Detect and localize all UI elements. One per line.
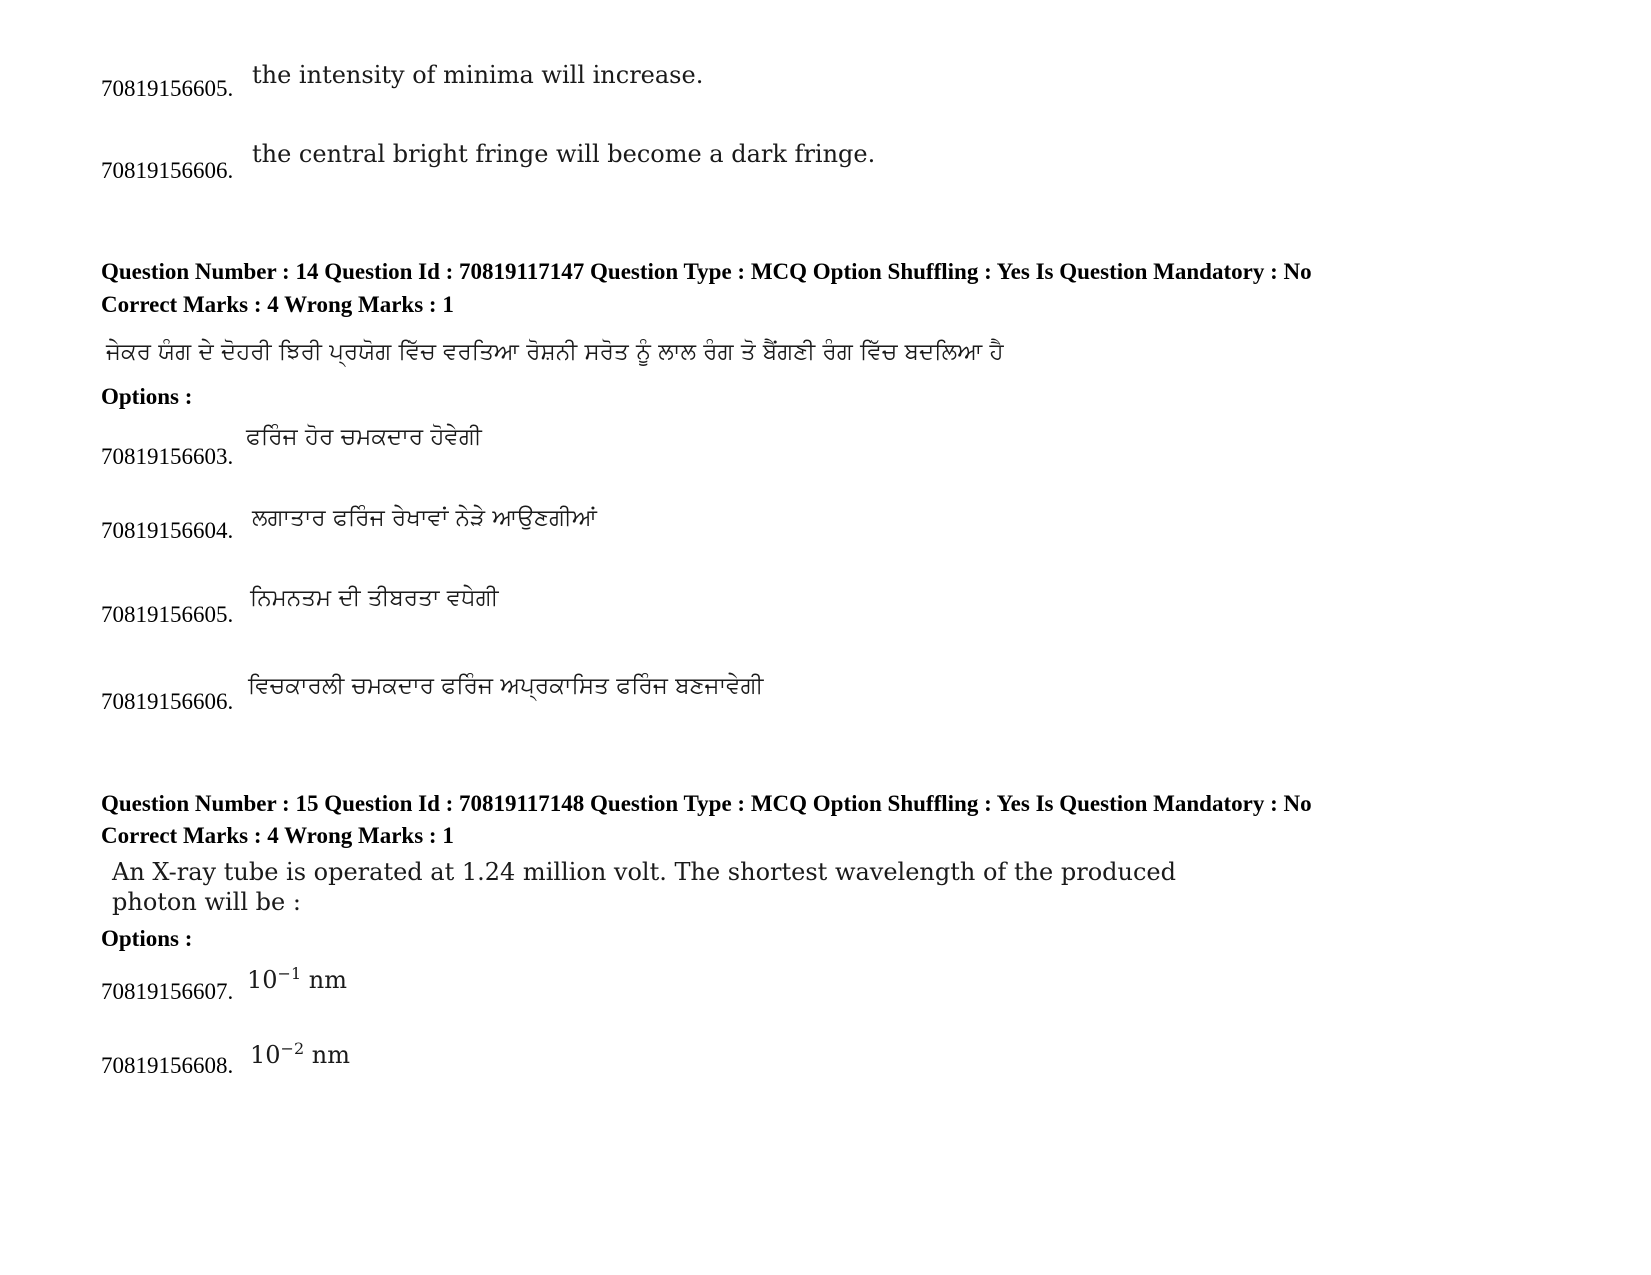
option-exponent: −1 — [277, 964, 302, 983]
question-text-line-1: An X-ray tube is operated at 1.24 million volt. The shortest wavelength of the produced — [112, 858, 1176, 886]
option-exponent: −2 — [280, 1039, 305, 1058]
option-id: 70819156607. — [101, 979, 234, 1004]
option-id: 70819156606. — [101, 158, 234, 183]
question-header: Question Number : 14 Question Id : 70819117147 Question Type : MCQ Option Shuffling : Yes Is Question Mandatory : No — [101, 259, 1312, 284]
option-text: ਲਗਾਤਾਰ ਫਰਿੰਜ ਰੇਖਾਵਾਂ ਨੇੜੇ ਆਉਣਗੀਆਂ — [252, 505, 598, 531]
option-text: ਫਰਿੰਜ ਹੋਰ ਚਮਕਦਾਰ ਹੋਵੇਗੀ — [246, 424, 482, 450]
option-text: the intensity of minima will increase. — [252, 61, 704, 89]
option-id: 70819156605. — [101, 76, 234, 101]
option-id: 70819156605. — [101, 602, 234, 627]
option-unit: nm — [311, 1041, 350, 1069]
option-base: 10 — [247, 966, 278, 994]
option-text: the central bright fringe will become a dark fringe. — [252, 140, 876, 168]
option-id: 70819156608. — [101, 1053, 234, 1078]
option-unit: nm — [308, 966, 347, 994]
option-id: 70819156606. — [101, 689, 234, 714]
option-id: 70819156603. — [101, 444, 234, 469]
option-base: 10 — [250, 1041, 281, 1069]
option-text: ਵਿਚਕਾਰਲੀ ਚਮਕਦਾਰ ਫਰਿੰਜ ਅਪ੍ਰਕਾਸਿਤ ਫਰਿੰਜ ਬਣਜਾਵੇਗੀ — [248, 673, 764, 699]
option-text: ਨਿਮਨਤਮ ਦੀ ਤੀਬਰਤਾ ਵਧੇਗੀ — [250, 585, 499, 611]
options-label: Options : — [101, 926, 193, 951]
option-text — [250, 1041, 350, 1069]
question-text: ਜੇਕਰ ਯੰਗ ਦੇ ਦੋਹਰੀ ਝਿਰੀ ਪ੍ਰਯੋਗ ਵਿੱਚ ਵਰਤਿਆ ਰੋਸ਼ਨੀ ਸਰੋਤ ਨੂੰ ਲਾਲ ਰੰਗ ਤੋ ਬੈਂਗਣੀ ਰੰਗ ਵਿੱਚ ਬਦਲਿਆ ਹੈ — [106, 339, 1004, 365]
question-text-line-2: photon will be : — [112, 888, 301, 916]
marks-line: Correct Marks : 4 Wrong Marks : 1 — [101, 292, 454, 317]
options-label: Options : — [101, 384, 193, 409]
marks-line: Correct Marks : 4 Wrong Marks : 1 — [101, 823, 454, 848]
question-header: Question Number : 15 Question Id : 70819117148 Question Type : MCQ Option Shuffling : Yes Is Question Mandatory : No — [101, 791, 1312, 816]
option-id: 70819156604. — [101, 518, 234, 543]
option-text — [247, 966, 347, 994]
